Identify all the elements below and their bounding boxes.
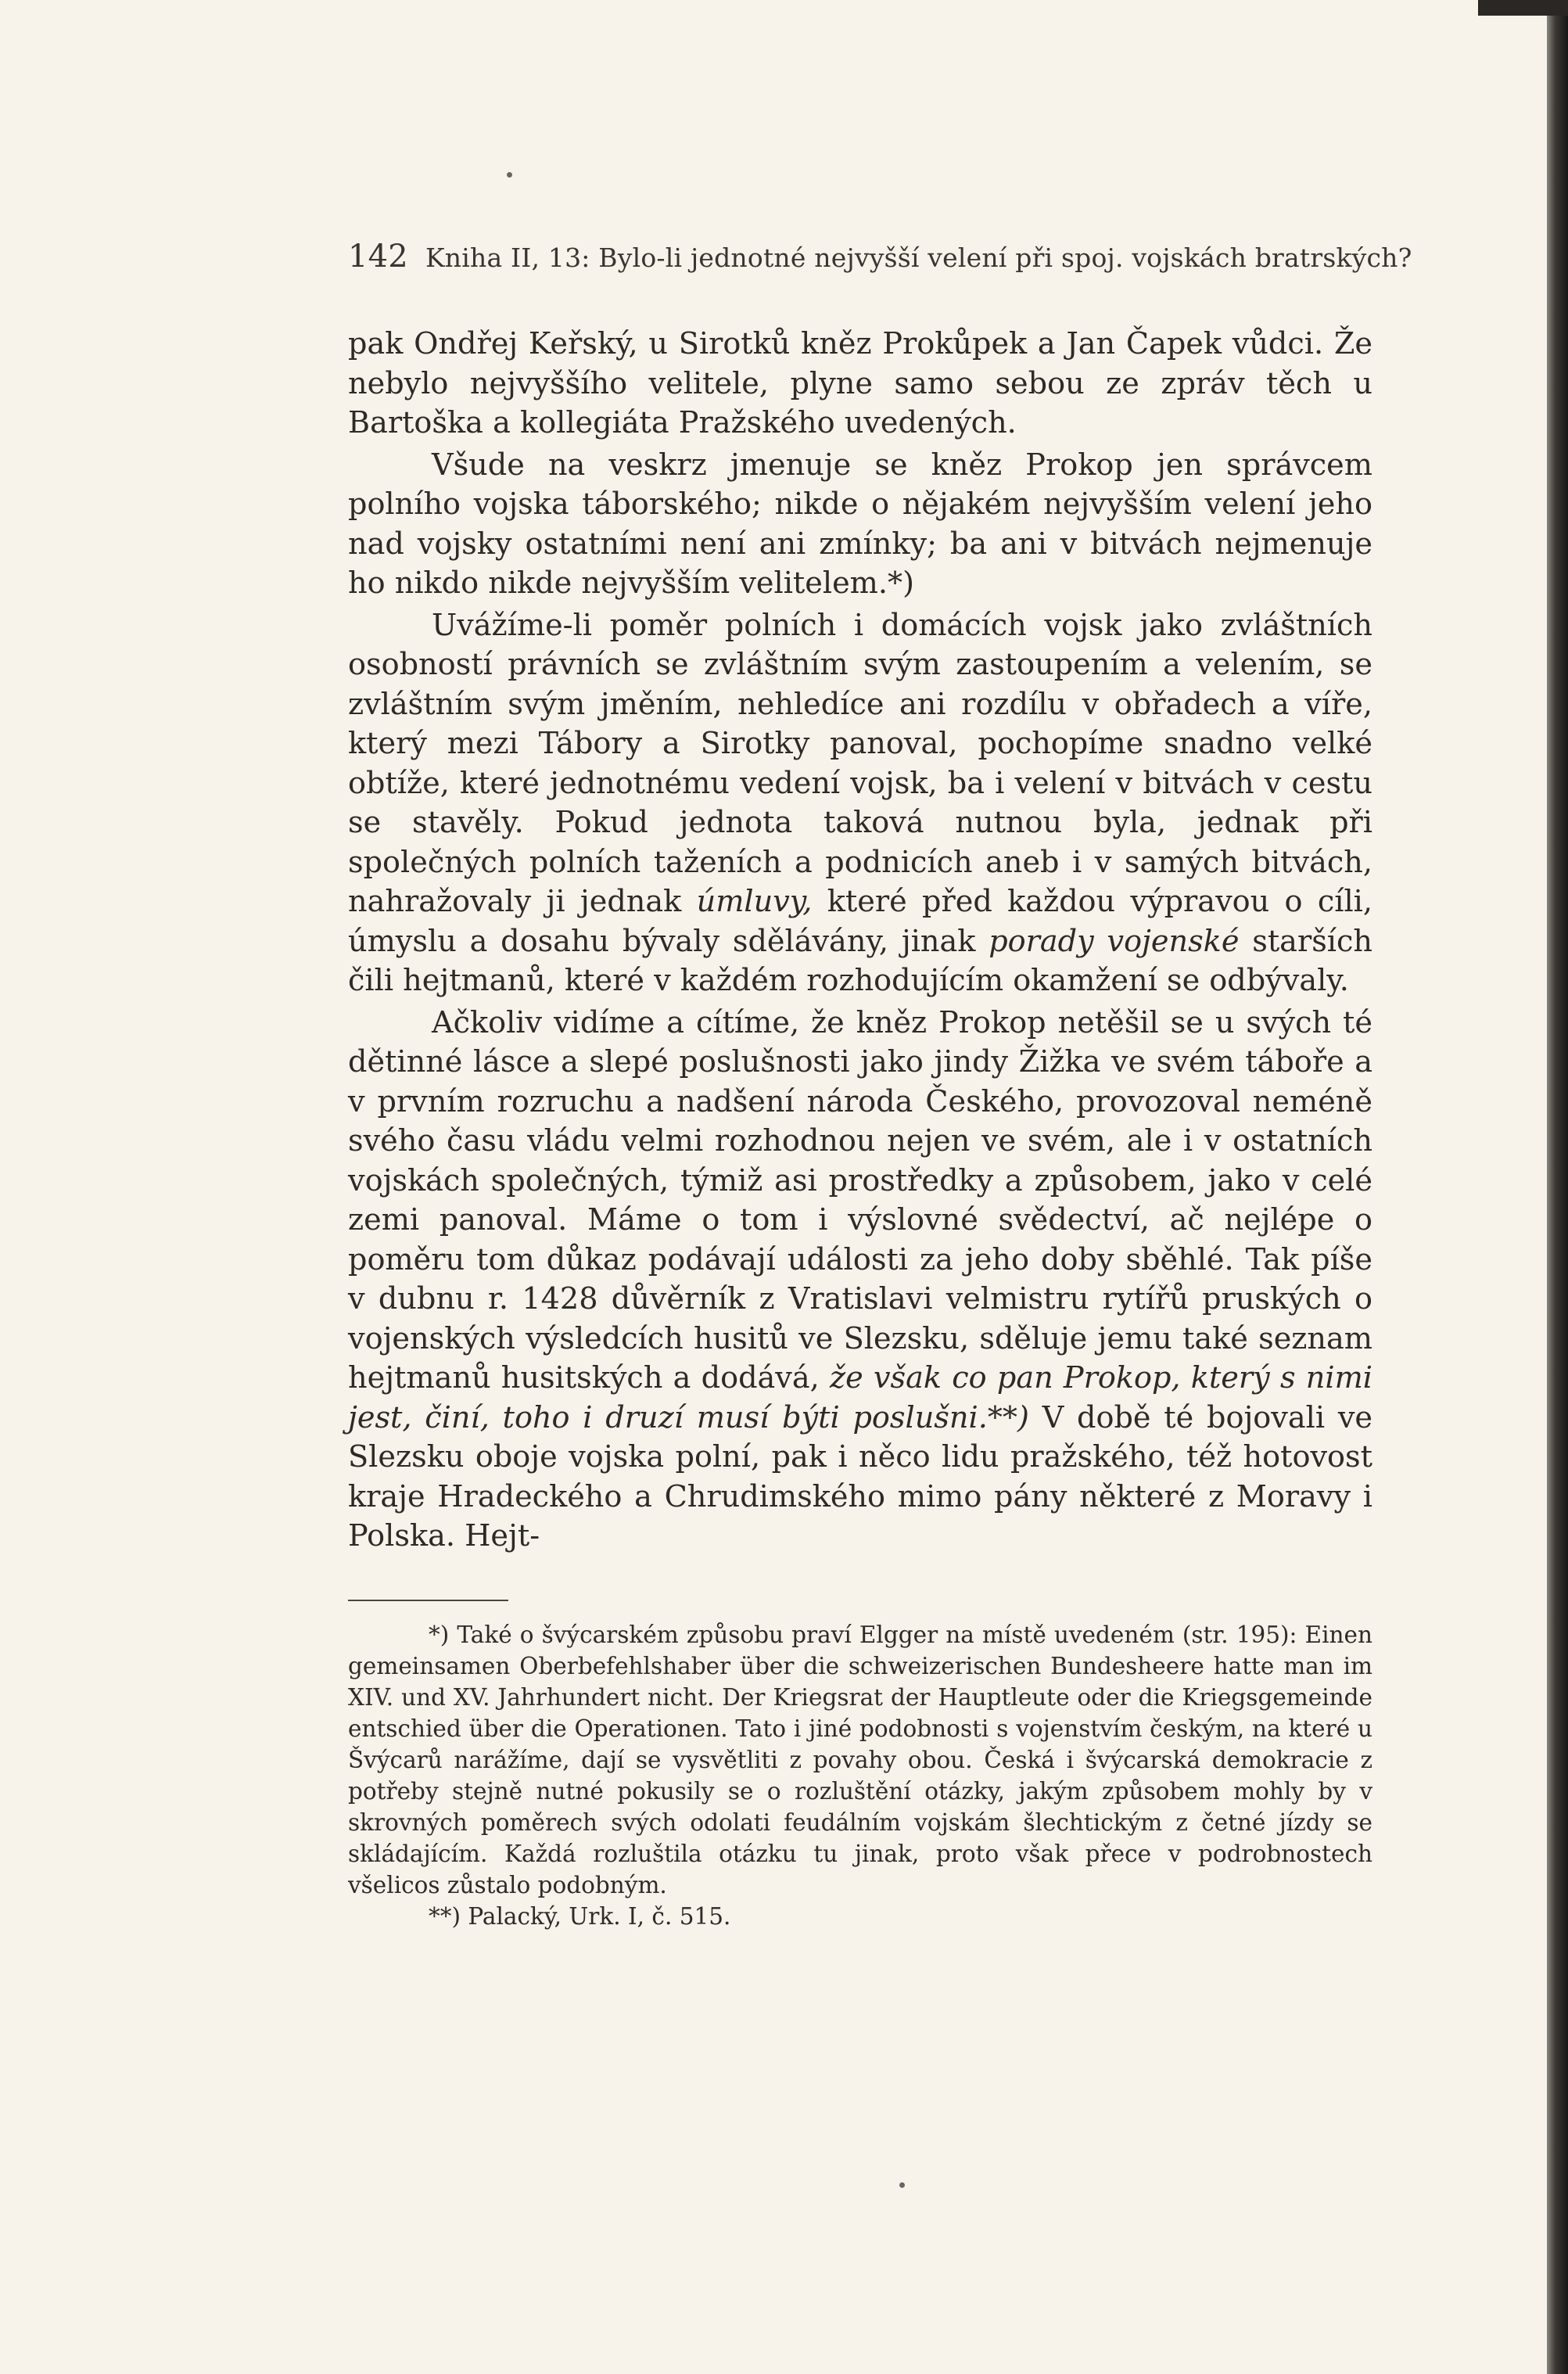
paragraph-text: které před každou výpravou o cíli, úmyslu a dosahu bývaly sdělávány, jinak	[348, 885, 1373, 959]
footnote-text: *) Také o švýcarském způsobu praví Elgger na místě uvedeném (str. 195): Einen gemeinsamen Oberbefehlshaber über die schweizerischen Bundesheere hatte man im XIV. und XV. Jahrhundert nicht. Der Kriegsrat der Hauptleute oder die Kriegsgemeinde entschied über die Operationen. Tato i jiné podobnosti s vojenstvím českým, na které u Švýcarů narážíme, dají se vysvětliti z povahy obou. Česká i švýcarská demokracie z potřeby stejně nutné pokusily se o rozluštění otázky, jakým způsobem mohly by v skrovných poměrech svých odolati feudálním vojskám šlechtickým z četné jízdy se skládajícím. Každá rozluštila otázku tu jinak, proto však přece v podrobnostech všelicos zůstalo podobným.	[348, 1622, 1372, 1898]
paragraph: Všude na veskrz jmenuje se kněz Prokop jen správcem polního vojska táborského; nikde o nějakém nejvyšším velení jeho nad vojsky ostatními není ani zmínky; ba ani v bitvách nejmenuje ho nikdo nikde nejvyšším velitelem.*)	[348, 447, 1372, 601]
running-header	[348, 239, 1412, 286]
paragraph-text: starších čili hejtmanů, které v každém rozhodujícím okamžení se odbývaly.	[348, 924, 1372, 998]
emphasis: úmluvy,	[696, 885, 813, 919]
paragraph	[348, 1004, 1372, 1557]
running-title: Kniha II, 13: Bylo-li jednotné nejvyšší velení při spoj. vojskách bratrských?	[425, 242, 1412, 273]
footnote	[348, 1619, 1372, 1901]
paragraph: pak Ondřej Keřský, u Sirotků kněz Prokůpek a Jan Čapek vůdci. Že nebylo nejvyššího velitele, plyne samo sebou ze zpráv těch u Bartoška a kollegiáta Pražského uvedených.	[348, 327, 1372, 440]
scan-edge	[1547, 0, 1568, 2374]
paragraph-text: Uvážíme-li poměr polních i domácích vojsk jako zvláštních osobností právních se zvláštním svým zastoupením a velením, se zvláštním svým jměním, nehledíce ani rozdílu v obřadech a víře, který mezi Tábory a Sirotky panoval, pochopíme snadno velké obtíže, které jednotnému vedení vojsk, ba i velení v bitvách v cestu se stavěly. Pokud jednota taková nutnou byla, jednak při společných polních taženích a podnicích aneb i v samých bitvách, nahražovaly ji jednak	[348, 608, 1372, 919]
body-text	[348, 325, 1372, 1557]
footnote-text: **) Palacký, Urk. I, č. 515.	[429, 1903, 731, 1930]
paragraph-text: Ačkoliv vidíme a cítíme, že kněz Prokop netěšil se u svých té dětinné lásce a slepé poslušnosti jako jindy Žižka ve svém táboře a v prvním rozruchu a nadšení národa Českého, provozoval neméně svého času vládu velmi rozhodnou nejen ve svém, ale i v ostatních vojskách společných, týmiž asi prostředky a způsobem, jako v celé zemi panoval. Máme o tom i výslovné svědectví, ač nejlépe o poměru tom důkaz podávají události za jeho doby sběhlé. Tak píše v dubnu r. 1428 důvěrník z Vratislavi velmistru rytířů pruských o vojenských výsledcích husitů ve Slezsku, sděluje jemu také seznam hejtmanů husitských a dodává,	[348, 1005, 1372, 1395]
paragraph-text: V době té bojovali ve Slezsku oboje vojska polní, pak i něco lidu pražského, též hotovost kraje Hradeckého a Chrudimského mimo pány některé z Moravy i Polska. Hejt-	[348, 1400, 1373, 1553]
footnote	[348, 1901, 1372, 1932]
emphasis-quote: že však co pan Prokop, který s nimi jest, činí, toho i druzí musí býti poslušni.**)	[348, 1361, 1373, 1435]
print-speck	[507, 172, 512, 178]
footnote-rule	[348, 1600, 508, 1601]
print-speck	[899, 2182, 905, 2188]
scan-corner	[1478, 0, 1568, 16]
page-number: 142	[348, 239, 408, 275]
paragraph	[348, 606, 1372, 1001]
footnotes	[348, 1619, 1372, 1932]
emphasis: porady vojenské	[989, 924, 1240, 959]
